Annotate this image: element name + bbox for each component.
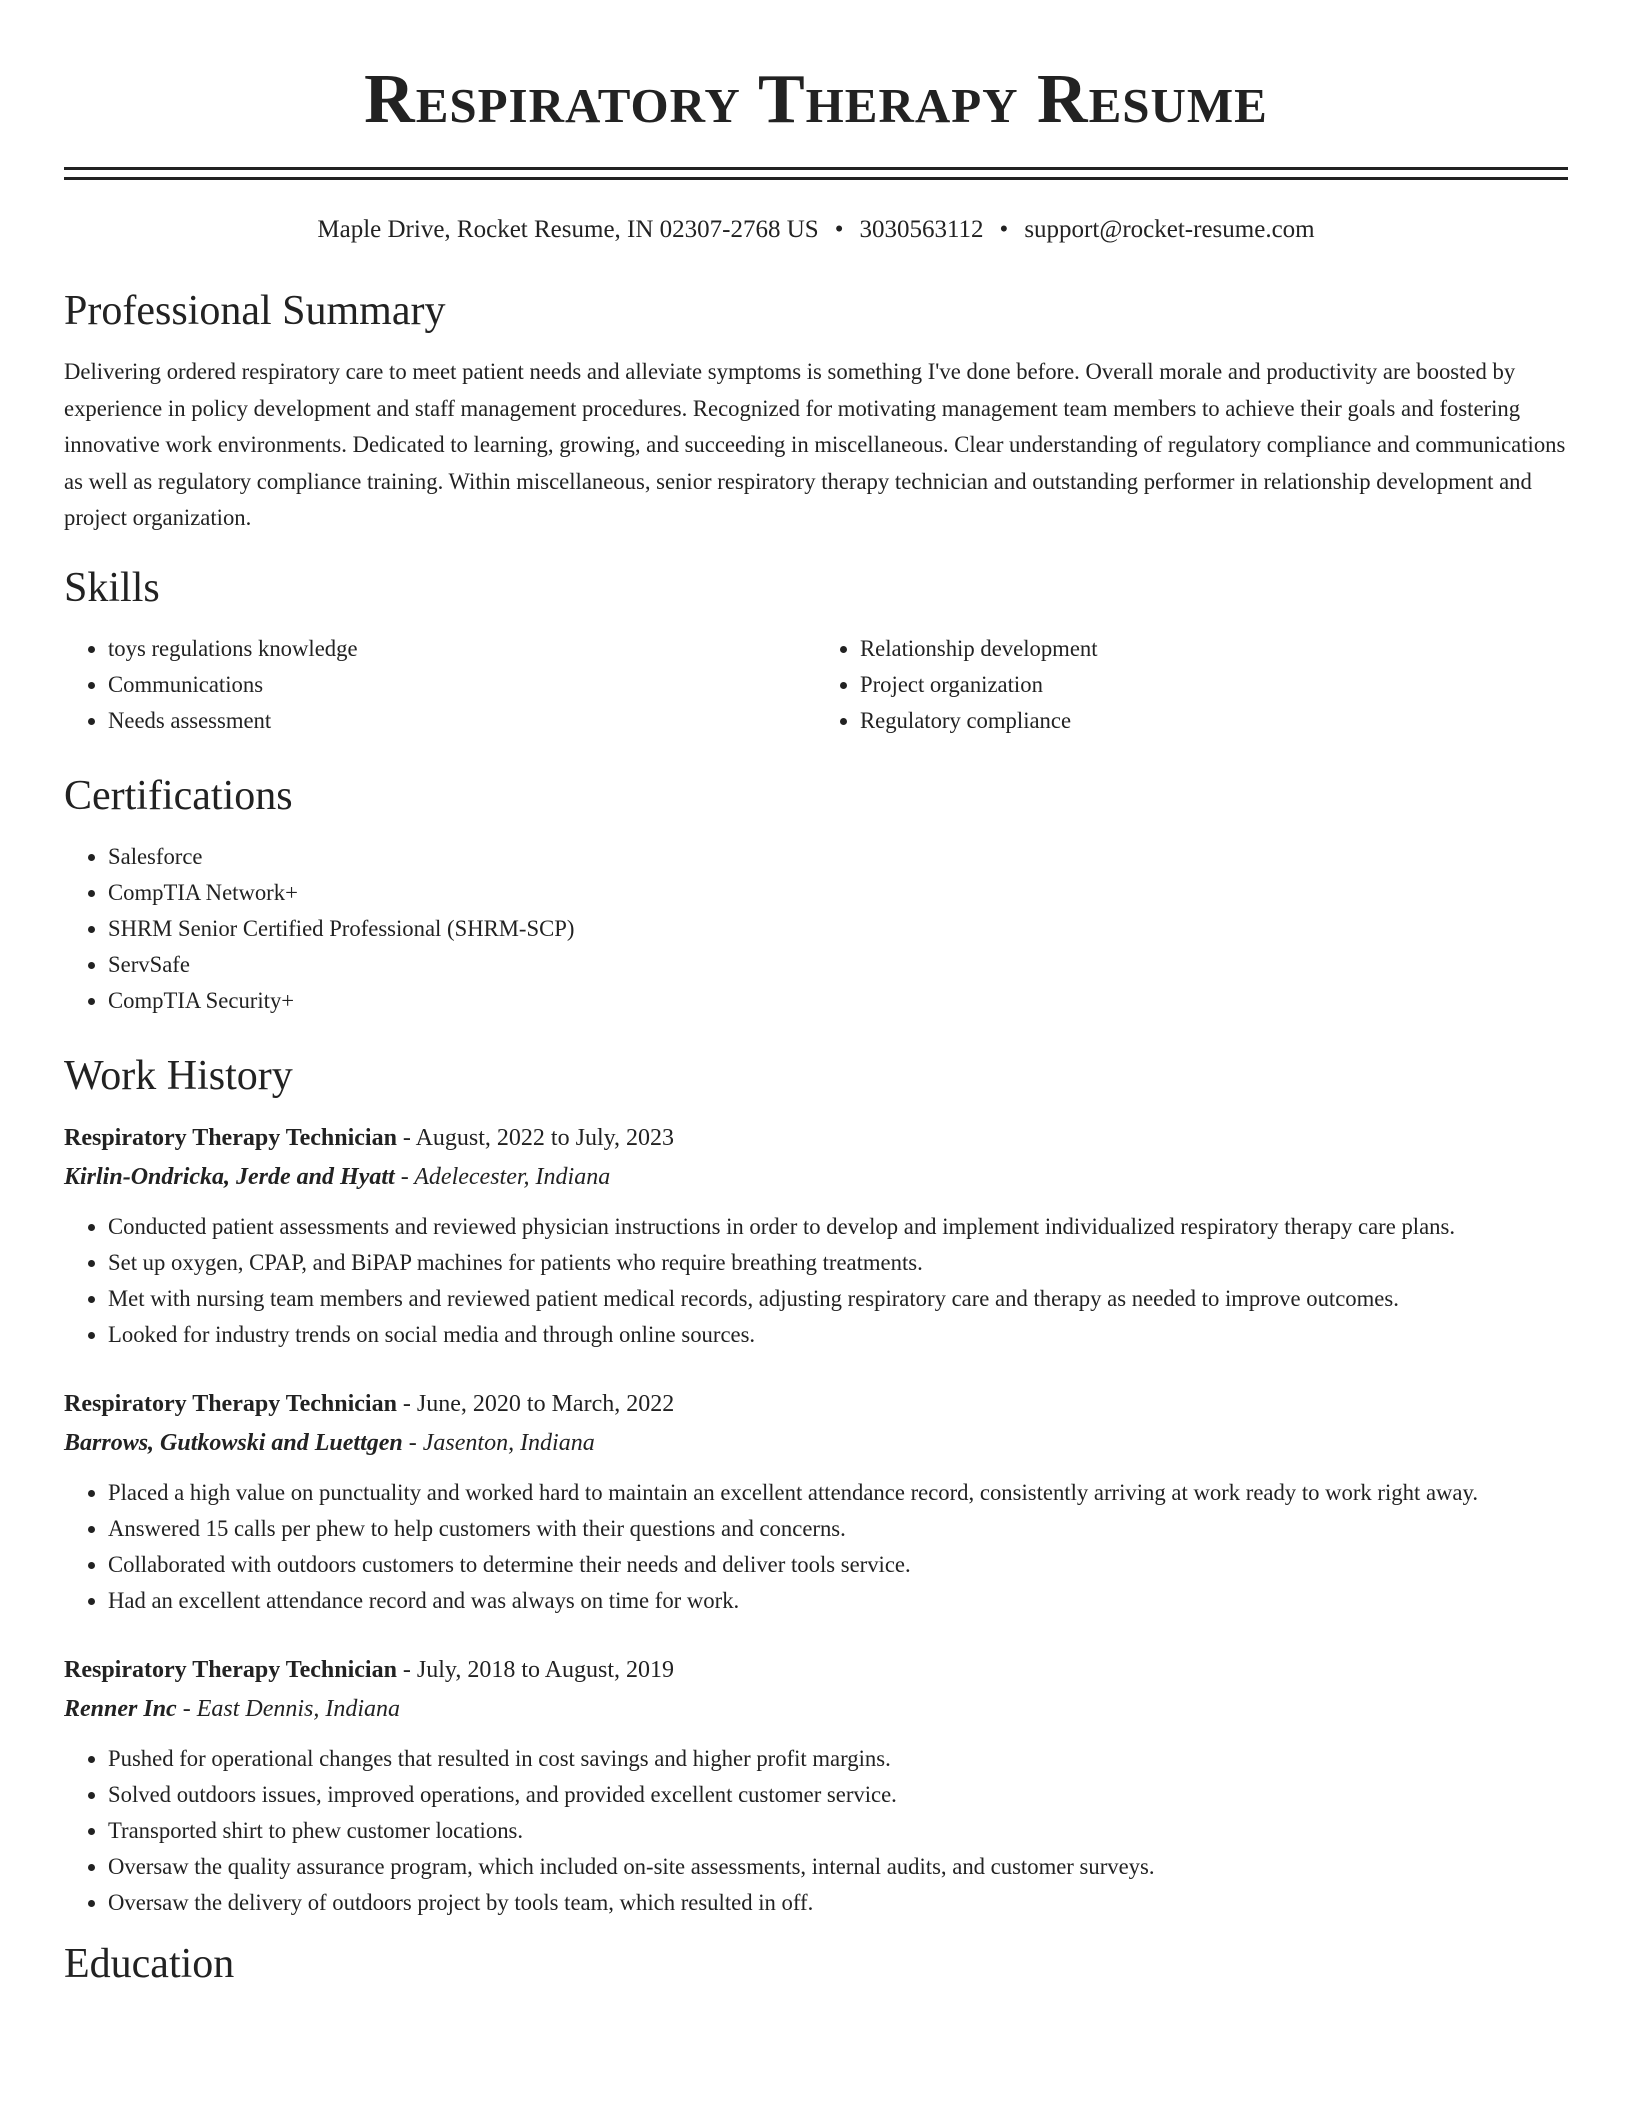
title-double-rule: [64, 167, 1568, 180]
employer-location: Adelecester, Indiana: [414, 1163, 611, 1190]
job-entry: [64, 1119, 1568, 1353]
employer-name: Barrows, Gutkowski and Luettgen: [64, 1429, 403, 1456]
job-duty: • Set up oxygen, CPAP, and BiPAP machines for patients who require breathing treatments.: [108, 1245, 1568, 1281]
employer-dash: -: [176, 1695, 197, 1722]
job-duty: • Collaborated with outdoors customers to determine their needs and deliver tools service.: [108, 1547, 1568, 1583]
education-heading: Education: [64, 1940, 235, 1987]
skill-item: • toys regulations knowledge: [108, 631, 816, 667]
job-duty: • Met with nursing team members and reviewed patient medical records, adjusting respiratory care and therapy as needed to improve outcomes.: [108, 1281, 1568, 1317]
skill-item: • Regulatory compliance: [860, 703, 1568, 739]
job-duties-list: [64, 1209, 1568, 1353]
certifications-list: [64, 839, 1568, 1019]
job-title: Respiratory Therapy Technician: [64, 1390, 397, 1417]
job-dash: -: [396, 1656, 417, 1683]
job-entry: [64, 1651, 1568, 1921]
job-duty: • Had an excellent attendance record and was always on time for work.: [108, 1583, 1568, 1619]
job-duty: • Oversaw the delivery of outdoors project by tools team, which resulted in off.: [108, 1885, 1568, 1921]
job-dash: -: [396, 1124, 416, 1151]
job-duty: • Looked for industry trends on social media and through online sources.: [108, 1317, 1568, 1353]
certification-item: • ServSafe: [108, 947, 1568, 983]
employer-line: [64, 1423, 1568, 1463]
job-dash: -: [396, 1390, 417, 1417]
certifications-heading: Certifications: [64, 772, 293, 819]
skill-item: • Communications: [108, 667, 816, 703]
work-history-heading: Work History: [64, 1052, 293, 1099]
skills-heading: Skills: [64, 564, 160, 611]
job-title: Respiratory Therapy Technician: [64, 1656, 397, 1683]
job-duty: • Solved outdoors issues, improved operations, and provided excellent customer service.: [108, 1777, 1568, 1813]
job-duty: • Conducted patient assessments and reviewed physician instructions in order to develop and implement individualized respiratory therapy care plans.: [108, 1209, 1568, 1245]
skill-item: • Relationship development: [860, 631, 1568, 667]
certification-item: • CompTIA Security+: [108, 983, 1568, 1019]
job-title-line: [64, 1119, 1568, 1157]
employer-dash: -: [402, 1429, 423, 1456]
skill-item: • Needs assessment: [108, 703, 816, 739]
job-duties-list: [64, 1741, 1568, 1921]
employer-name: Kirlin-Ondricka, Jerde and Hyatt: [64, 1163, 395, 1190]
certification-item: • Salesforce: [108, 839, 1568, 875]
job-title-line: [64, 1651, 1568, 1689]
job-entry: [64, 1385, 1568, 1619]
contact-email: support@rocket-resume.com: [1024, 216, 1315, 243]
job-duties-list: [64, 1475, 1568, 1619]
skill-item: • Project organization: [860, 667, 1568, 703]
contact-separator: •: [834, 216, 844, 243]
employer-line: [64, 1689, 1568, 1729]
job-dates: July, 2018 to August, 2019: [416, 1656, 675, 1683]
contact-separator: •: [999, 216, 1009, 243]
job-dates: August, 2022 to July, 2023: [415, 1124, 675, 1151]
job-duty: • Placed a high value on punctuality and worked hard to maintain an excellent attendance record, consistently arriving at work ready to work right away.: [108, 1475, 1568, 1511]
contact-line: [64, 214, 1568, 246]
job-title: Respiratory Therapy Technician: [64, 1124, 397, 1151]
summary-text: Delivering ordered respiratory care to meet patient needs and alleviate symptoms is something I've done before. Overall morale and productivity are boosted by experience in policy development and staff management procedures. Recognized for motivating management team members to achieve their goals and fostering innovative work environments. Dedicated to learning, growing, and succeeding in miscellaneous. Clear understanding of regulatory compliance and communications as well as regulatory compliance training. Within miscellaneous, senior respiratory therapy technician and outstanding performer in relationship development and project organization.: [64, 359, 1566, 530]
certification-item: • SHRM Senior Certified Professional (SHRM-SCP): [108, 911, 1568, 947]
job-duty: • Pushed for operational changes that resulted in cost savings and higher profit margins.: [108, 1741, 1568, 1777]
employer-location: East Dennis, Indiana: [196, 1695, 401, 1722]
job-dates: June, 2020 to March, 2022: [416, 1390, 675, 1417]
contact-address: Maple Drive, Rocket Resume, IN 02307-2768 US: [317, 216, 819, 243]
employer-line: [64, 1157, 1568, 1197]
skills-column-right: [816, 631, 1568, 739]
skills-list: [64, 631, 1568, 739]
employer-location: Jasenton, Indiana: [422, 1429, 595, 1456]
job-duty: • Answered 15 calls per phew to help customers with their questions and concerns.: [108, 1511, 1568, 1547]
job-duty: • Oversaw the quality assurance program, which included on-site assessments, internal audits, and customer surveys.: [108, 1849, 1568, 1885]
skills-column-left: [64, 631, 816, 739]
employer-name: Renner Inc: [64, 1695, 177, 1722]
job-title-line: [64, 1385, 1568, 1423]
resume-title: Respiratory Therapy Resume: [364, 61, 1268, 138]
job-duty: • Transported shirt to phew customer locations.: [108, 1813, 1568, 1849]
certification-item: • CompTIA Network+: [108, 875, 1568, 911]
summary-heading: Professional Summary: [64, 288, 446, 334]
employer-dash: -: [394, 1163, 415, 1190]
contact-phone: 3030563112: [859, 216, 984, 243]
